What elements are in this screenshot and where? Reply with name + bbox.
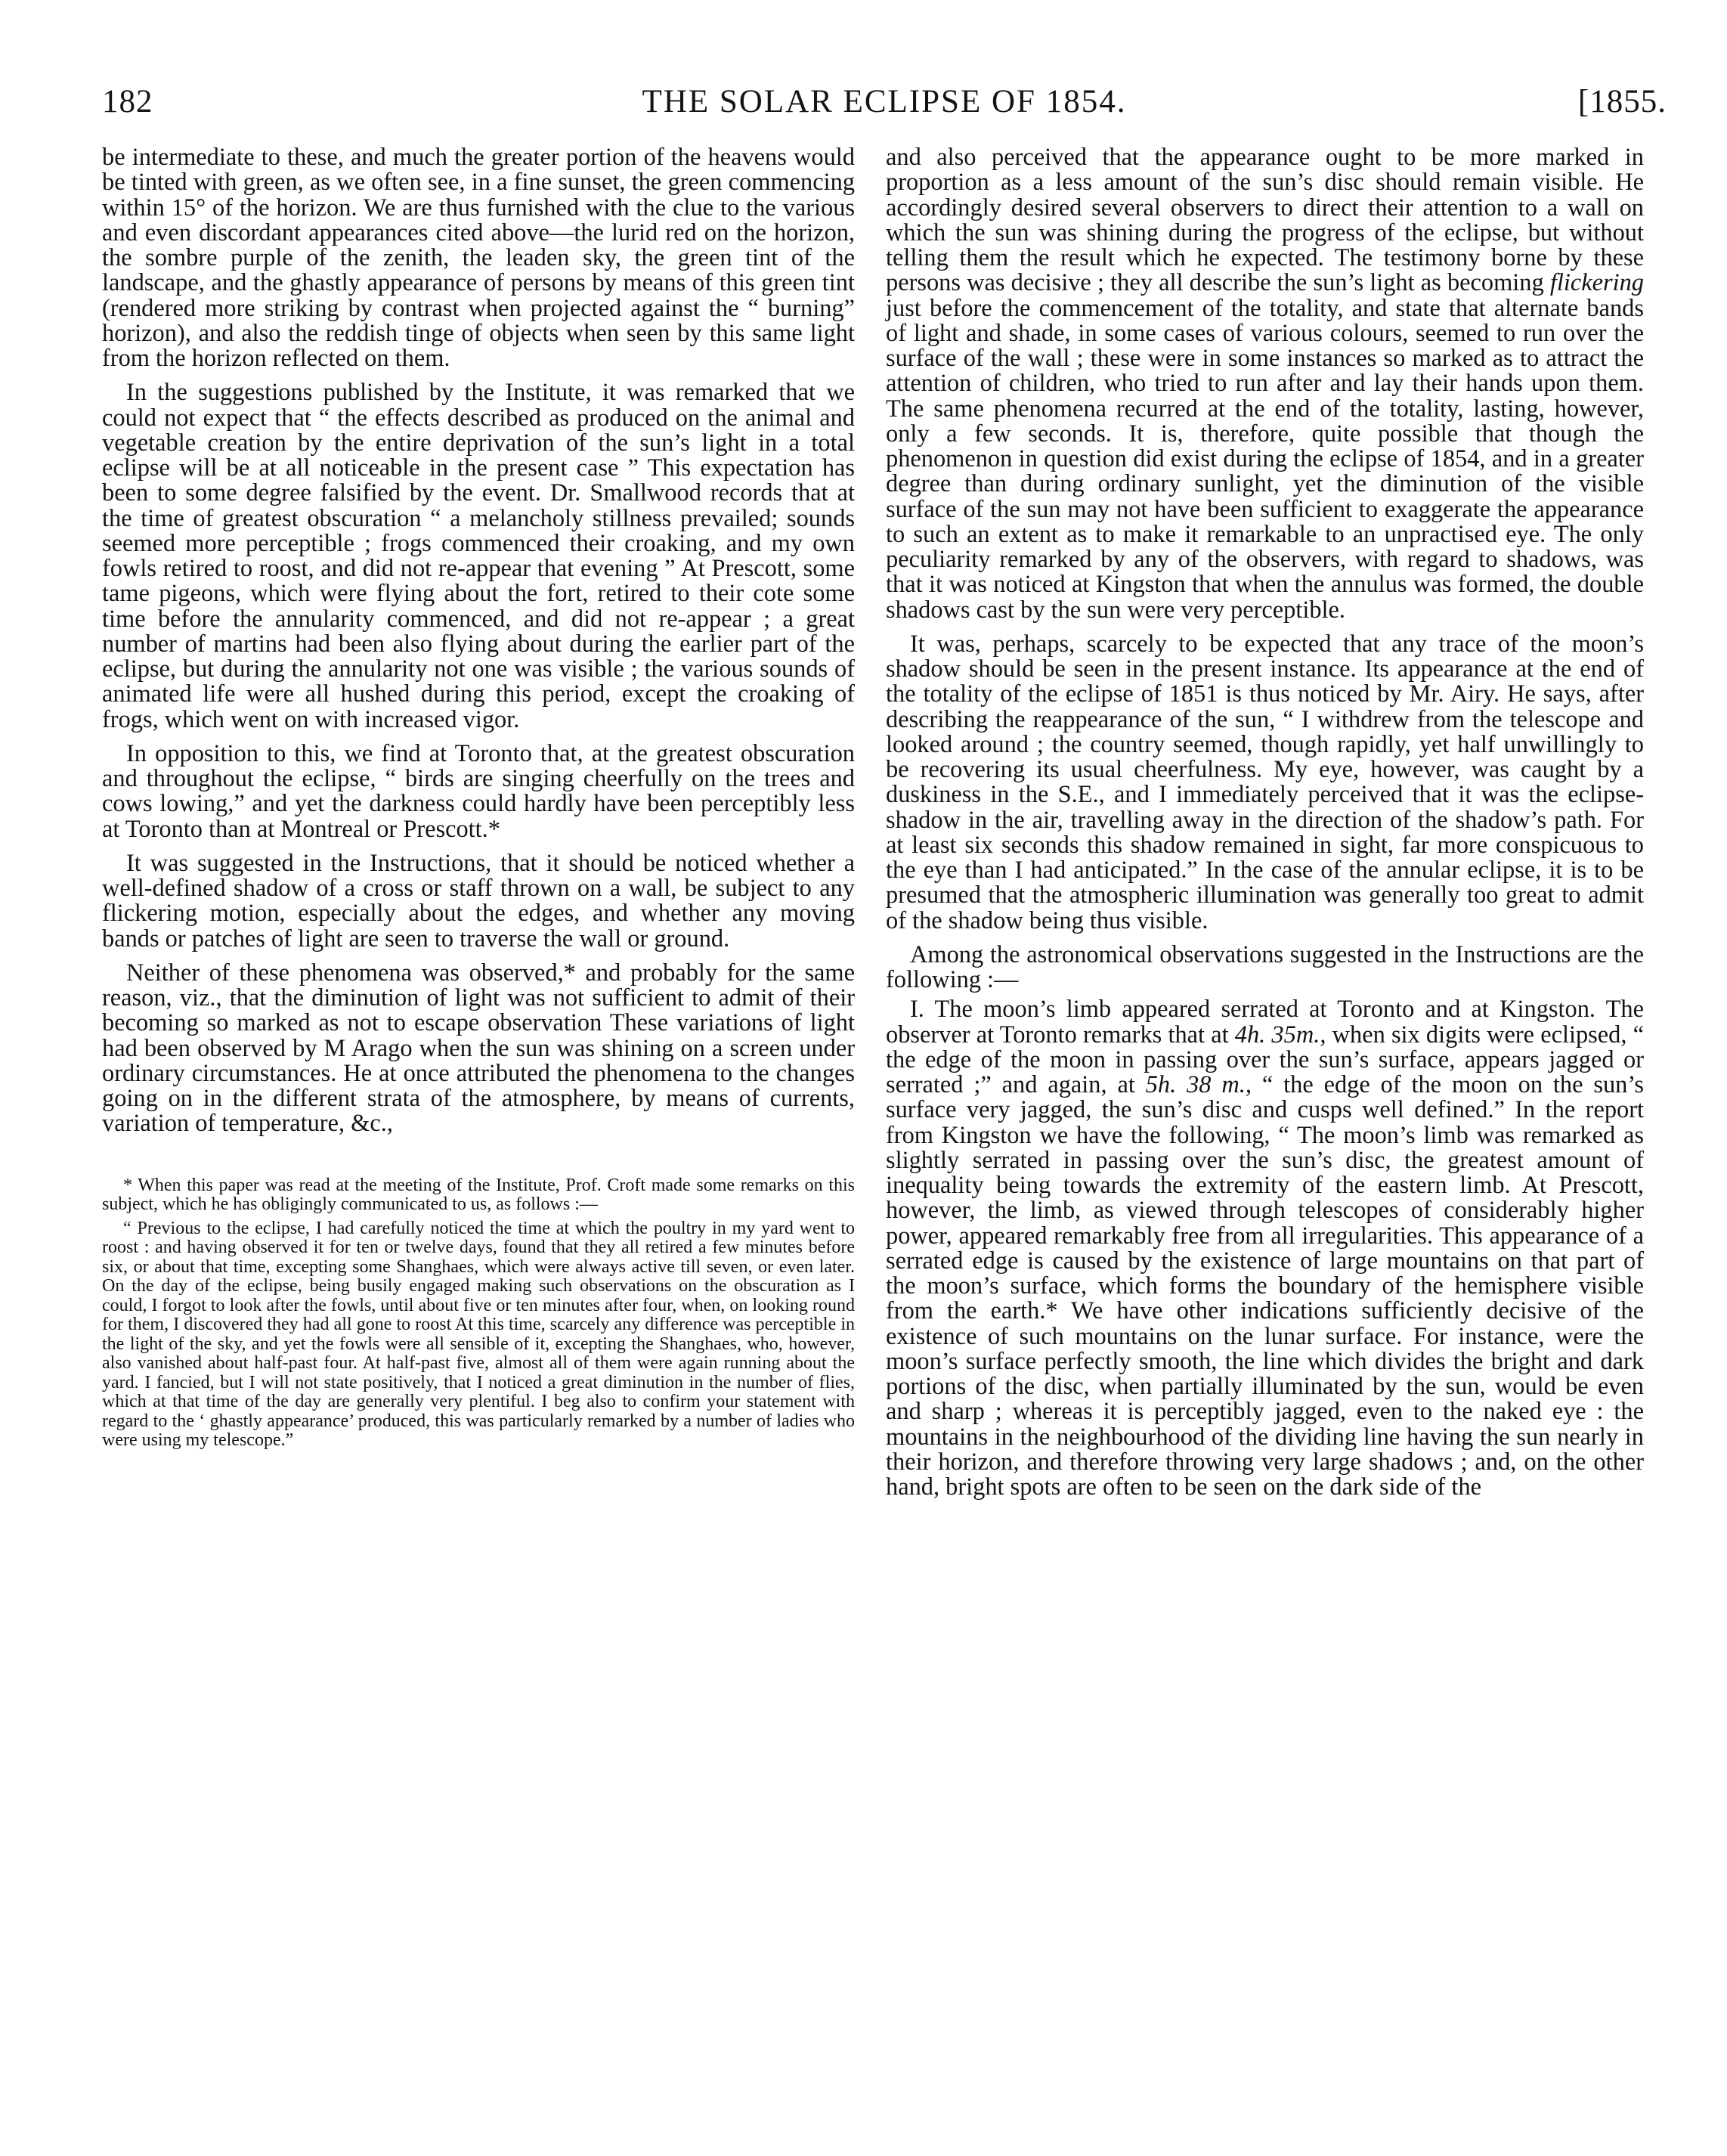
text-run: “ the edge of the moon on the sun’s surface very jagged, the sun’s disc and cusps well defined.” In the report from Kingston we have the following, “ The moon’s limb was remarked as slightly serrated in passing over the sun’s disc, the greatest amount of inequality being towards the extremity of the eastern limb. At Prescott, however, the limb, as viewed through telescopes of considerably higher power, appeared remarkably free from all irregularities. This appearance of a serrated edge is caused by the existence of large mountains on that part of the moon’s surface, which forms the boundary of the hemisphere visible from the earth.* We have other indications sufficiently decisive of the existence of such mountains on the lunar surface. For instance, were the moon’s surface perfectly smooth, the line which divides the bright and dark portions of the disc, when partially illuminated by the sun, would be even and sharp ; whereas it is perceptibly jagged, even to the naked eye : the mountains in the neighbourhood of the dividing line having the sun nearly in their horizon, and therefore throwing very large shadows ; and, on the other hand, bright spots are often to be seen on the dark side of the bbox=[886, 1071, 1644, 1501]
text-run: just before the commencement of the totality, and state that alternate bands of light and shade, in some cases of various colours, seemed to run over the surface of the wall ; these were in some instances so marked as to attract the attention of children, who tried to run after and lay their hands upon them. The same phenomena recurred at the end of the totality, lasting, however, only a few seconds. It is, therefore, quite possible that though the phenomenon in question did exist during the eclipse of 1854, and in a greater degree than during ordinary sunlight, yet the diminution of the visible surface of the sun may not have been sufficient to exaggerate the appearance to such an extent as to make it remarkable to an unpractised eye. The only peculiarity remarked by any of the observers, with regard to shadows, was that it was noticed at Kingston that when the annulus was formed, the double shadows cast by the sun were very perceptible. bbox=[886, 294, 1644, 624]
text-run: I. The moon’s limb appeared serrated at Toronto and at Kingston. The observer at Toronto remarks that at bbox=[886, 996, 1644, 1049]
paragraph: Among the astronomical observations suggested in the Instructions are the following :— bbox=[886, 940, 1644, 993]
paragraph: It was suggested in the Instructions, that it should be noticed whether a well-defined shadow of a cross or staff thrown on a wall, be subject to any flickering motion, especially about the edges, and whether any moving bands or patches of light are seen to traverse the wall or ground. bbox=[102, 849, 855, 953]
paragraph bbox=[886, 997, 1644, 1500]
paragraph: In the suggestions published by the Institute, it was remarked that we could not expect that “ the effects described as produced on the animal and vegetable creation by the entire deprivation of the sun’s light in a total eclipse will be at all noticeable in the present case ” This expectation has been to some degree falsified by the event. Dr. Smallwood records that at the time of greatest obscuration “ a melancholy stillness prevailed; sounds seemed more perceptible ; frogs commenced their croaking, and my own fowls retired to roost, and did not re-appear that evening ” At Prescott, some tame pigeons, which were flying about the fort, retired to their cote some time before the annularity commenced, and did not re-appear ; a great number of martins had been also flying about during the earlier part of the eclipse, but during the annularity not one was visible ; the various sounds of animated life were all hushed during this period, except the croaking of frogs, which went on with increased vigor. bbox=[102, 379, 855, 733]
paragraph: In opposition to this, we find at Toronto that, at the greatest obscuration and throughout the eclipse, “ birds are singing cheerfully on the trees and cows lowing,” and yet the darkness could hardly have been perceptibly less at Toronto than at Montreal or Prescott.* bbox=[102, 739, 855, 843]
text-run: when six digits were eclipsed, “ the edge of the moon in passing over the sun’s surface, appears jagged or serrated ;” and again, at bbox=[886, 1021, 1644, 1098]
running-title: THE SOLAR ECLIPSE OF 1854. bbox=[642, 84, 1127, 119]
right-column bbox=[886, 145, 1644, 1500]
paragraph: Neither of these phenomena was observed,* and probably for the same reason, viz., that the diminution of light was not sufficient to admit of their becoming so marked as not to escape observation These variations of light had been observed by M Arago when the sun was shining on a screen under ordinary circumstances. He at once attributed the phenomena to the changes going on in the different strata of the atmosphere, by means of currents, variation of temperature, &c., bbox=[102, 959, 855, 1138]
left-column bbox=[102, 145, 855, 1451]
footnote: * When this paper was read at the meeting of the Institute, Prof. Croft made some remarks on this subject, which he has obligingly communicated to us, as follows :— bbox=[102, 1175, 855, 1214]
footnote-quote: “ Previous to the eclipse, I had carefully noticed the time at which the poultry in my yard went to roost : and having observed it for ten or twelve days, found that they all retired a few minutes before six, or about that time, excepting some Shanghaes, which were always active till seven, or even later. On the day of the eclipse, being busily engaged making such observations on the obscuration as I could, I forgot to look after the fowls, until about five or ten minutes after four, when, on looking round for them, I discovered they had all gone to roost At this time, scarcely any difference was perceptible in the light of the sky, and yet the fowls were all sensible of it, excepting the Shanghaes, who, however, also vanished about half-past four. At half-past five, almost all of them were again running about the yard. I fancied, but I will not state positively, that I noticed a great diminution in the number of flies, which at that time of the day are generally very plentiful. I beg also to confirm your statement with regard to the ‘ ghastly appearance’ produced, this was particularly remarked by a number of ladies who were using my telescope.” bbox=[102, 1218, 855, 1450]
page-header bbox=[102, 83, 1667, 136]
header-year: [1855. bbox=[1577, 84, 1667, 119]
footnotes bbox=[102, 1176, 855, 1451]
time-reading: 4h. 35m., bbox=[1234, 1021, 1326, 1049]
paragraph: be intermediate to these, and much the greater portion of the heavens would be tinted with green, as we often see, in a fine sunset, the green commencing within 15° of the horizon. We are thus furnished with the clue to the various and even discordant appearances cited above—the lurid red on the horizon, the sombre purple of the zenith, the leaden sky, the green tint of the landscape, and the ghastly appearance of persons by means of this green tint (rendered more striking by contrast when projected against the “ burning” horizon), and also the reddish tinge of objects when seen by this same light from the horizon reflected on them. bbox=[102, 144, 855, 372]
italic-text: flickering bbox=[1549, 269, 1644, 297]
paragraph bbox=[886, 145, 1644, 623]
time-reading: 5h. 38 m., bbox=[1145, 1071, 1252, 1098]
page-number: 182 bbox=[102, 84, 153, 119]
text-run: and also perceived that the appearance ought to be more marked in proportion as a less amount of the sun’s disc should remain visible. He accordingly desired several observers to direct their attention to a wall on which the sun was shining during the progress of the eclipse, but without telling them the result which he expected. The testimony borne by these persons was decisive ; they all describe the sun’s light as becoming bbox=[886, 144, 1644, 297]
paragraph: It was, perhaps, scarcely to be expected that any trace of the moon’s shadow should be seen in the present instance. Its appearance at the end of the totality of the eclipse of 1851 is thus noticed by Mr. Airy. He says, after describing the reappearance of the sun, “ I withdrew from the telescope and looked around ; the country seemed, though rapidly, yet half unwillingly to be recovering its usual cheerfulness. My eye, however, was caught by a duskiness in the S.E., and I immediately perceived that it was the eclipse-shadow in the air, travelling away in the direction of the shadow’s path. For at least six seconds this shadow remained in sight, far more conspicuous to the eye than I had anticipated.” In the case of the annular eclipse, it is to be presumed that the atmospheric illumination was generally too great to admit of the shadow being thus visible. bbox=[886, 630, 1644, 934]
